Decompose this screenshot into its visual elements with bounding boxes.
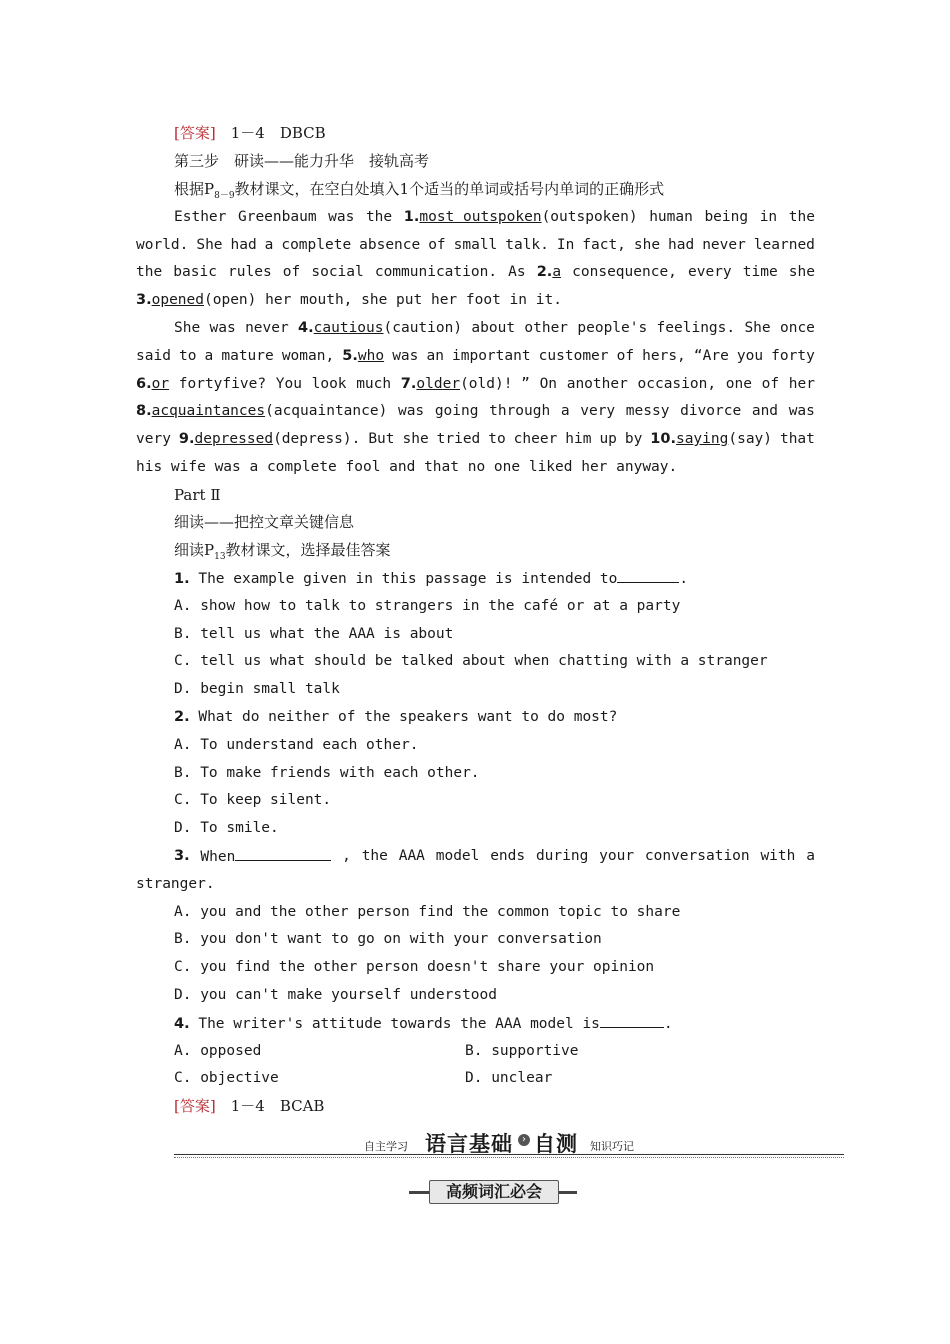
passage-line: his wife was a complete fool and that no one liked her anyway.	[136, 459, 678, 475]
banner-right-label: 知识巧记	[590, 1140, 634, 1153]
option: C. tell us what should be talked about when chatting with a stranger	[174, 653, 768, 669]
option: D. To smile.	[174, 820, 279, 836]
passage-line: 8.acquaintances(acquaintance) was going through a very messy divorce and was	[136, 403, 815, 419]
banner-title-a: 语言基础	[425, 1132, 513, 1156]
option: A. To understand each other.	[174, 737, 419, 753]
question-3: 3. When , the AAA model ends during your conversation with a	[174, 848, 815, 865]
instruction-fill-blank: 根据$P_{8-9}$教材课文，在空白处填入1个适当的单词或括号内单词的正确形式	[174, 180, 665, 201]
passage-line: the basic rules of social communication. As 2.a consequence, every time she	[136, 264, 815, 280]
passage-line: She was never 4.cautious(caution) about other people's feelings. She once	[174, 320, 815, 336]
blank-answer: saying	[675, 431, 729, 447]
banner-rule	[174, 1154, 844, 1155]
passage-line: 3.opened(open) her mouth, she put her foot in it.	[136, 292, 562, 308]
part-heading: Part Ⅱ	[174, 486, 221, 504]
passage-line: said to a mature woman, 5.who was an important customer of hers, “Are you forty	[136, 348, 815, 364]
option: A. opposed	[174, 1043, 262, 1059]
question-2: 2. What do neither of the speakers want to do most?	[174, 709, 618, 725]
answer-line-2	[174, 1096, 815, 1116]
banner-title-b: 自测	[534, 1132, 578, 1156]
option: D. begin small talk	[174, 681, 340, 697]
passage-line: world. She had a complete absence of small talk. In fact, she had never learned	[136, 237, 815, 253]
blank-answer: acquaintances	[151, 403, 266, 419]
section-heading: 细读——把控文章关键信息	[174, 513, 355, 531]
instruction-choose: 细读$P_{13}$教材课文，选择最佳答案	[174, 541, 391, 562]
banner-left-label: 自主学习	[364, 1140, 408, 1153]
option: C. objective	[174, 1070, 279, 1086]
passage-line: 6.or fortyfive? You look much 7.older(old)! ” On another occasion, one of her	[136, 376, 815, 392]
option: B. supportive	[465, 1043, 579, 1059]
option: C. you find the other person doesn't share your opinion	[174, 959, 655, 975]
question-3-cont: stranger.	[136, 876, 215, 892]
blank-answer: most outspoken	[419, 209, 542, 225]
step-heading: 第三步 研读——能力升华 接轨高考	[174, 152, 430, 170]
blank-answer: or	[151, 376, 170, 392]
blank-answer: a	[552, 264, 562, 280]
blank-answer: who	[357, 348, 385, 364]
passage-line: Esther Greenbaum was the 1.most outspoken(outspoken) human being in the	[174, 209, 815, 225]
option: D. unclear	[465, 1070, 553, 1086]
option: B. you don't want to go on with your conversation	[174, 931, 602, 947]
answer-text: 1－4 BCAB	[230, 1097, 325, 1115]
answer-line-1	[174, 123, 815, 143]
sub-banner	[409, 1180, 577, 1204]
option: D. you can't make yourself understood	[174, 987, 498, 1003]
banner-bar-right	[557, 1191, 577, 1194]
option: C. To keep silent.	[174, 792, 332, 808]
question-4: 4. The writer's attitude towards the AAA model is .	[174, 1013, 815, 1034]
answer-blank	[235, 846, 331, 861]
option: A. show how to talk to strangers in the café or at a party	[174, 598, 681, 614]
blank-answer: opened	[151, 292, 204, 308]
banner-bar-left	[409, 1191, 429, 1194]
section-banner	[174, 1128, 844, 1158]
answer-blank	[600, 1013, 664, 1028]
answer-text: 1－4 DBCB	[230, 124, 326, 142]
blank-answer: older	[416, 376, 461, 392]
option: B. tell us what the AAA is about	[174, 626, 454, 642]
chevron-right-icon: ›	[518, 1134, 530, 1146]
banner-dotted-rule	[174, 1157, 844, 1158]
blank-answer: cautious	[313, 320, 384, 336]
sub-banner-title: 高频词汇必会	[429, 1180, 559, 1204]
option: B. To make friends with each other.	[174, 765, 480, 781]
answer-blank	[617, 568, 679, 583]
passage-line: very 9.depressed(depress). But she tried to cheer him up by 10.saying(say) that	[136, 431, 815, 447]
answer-tag: [答案]	[174, 1097, 216, 1115]
option: A. you and the other person find the common topic to share	[174, 904, 681, 920]
question-1: 1. The example given in this passage is intended to .	[174, 568, 815, 589]
blank-answer: depressed	[194, 431, 274, 447]
answer-tag: [答案]	[174, 124, 216, 142]
